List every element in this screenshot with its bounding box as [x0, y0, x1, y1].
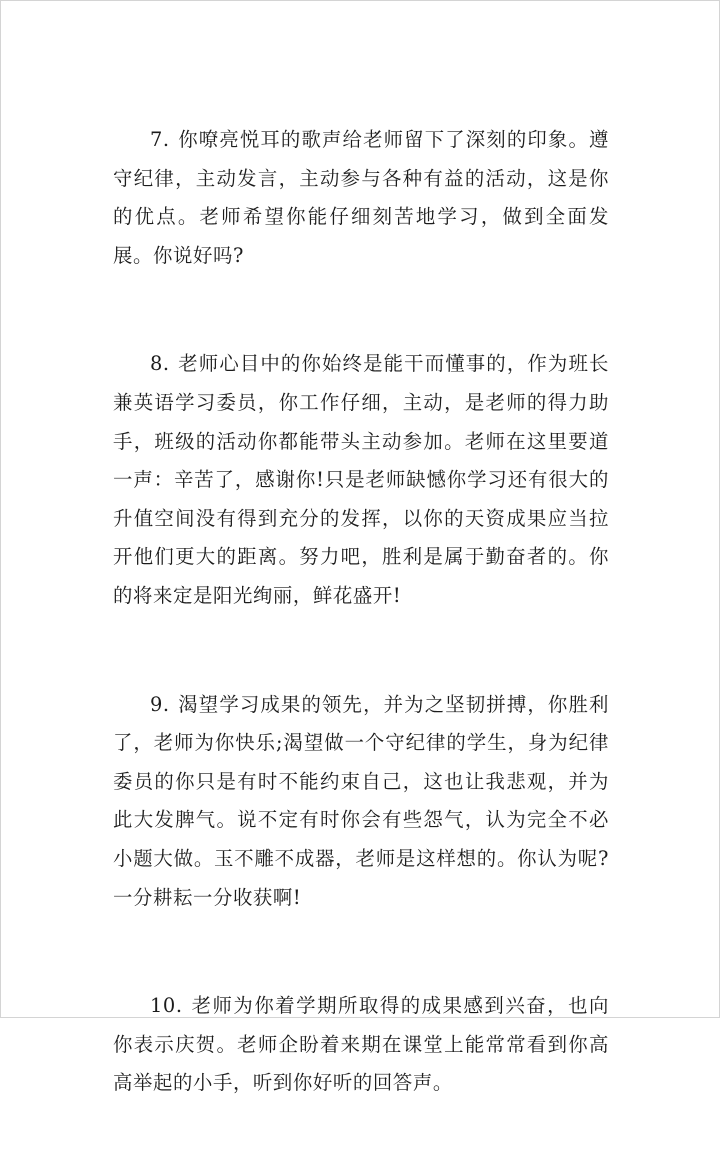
paragraph-text: 老师心目中的你始终是能干而懂事的，作为班长兼英语学习委员，你工作仔细，主动，是老师的得力助手，班级的活动你都能带头主动参加。老师在这里要道一声：辛苦了，感谢你!只是老师缺憾你学习还有很大的升值空间没有得到充分的发挥，以你的天资成果应当拉开他们更大的距离。努力吧，胜利是属于勤奋者的。你的将来定是阳光绚丽，鲜花盛开! [113, 352, 609, 607]
paragraph-number: 10. [150, 994, 183, 1018]
paragraph-text: 你嘹亮悦耳的歌声给老师留下了深刻的印象。遵守纪律，主动发言，主动参与各种有益的活动，这是你的优点。老师希望你能仔细刻苦地学习，做到全面发展。你说好吗? [113, 128, 609, 267]
paragraph-text: 老师为你着学期所取得的成果感到兴奋，也向你表示庆贺。老师企盼着来期在课堂上能常常看到你高高举起的小手，听到你好听的回答声。 [113, 994, 609, 1095]
comment-paragraph-7 [113, 121, 609, 275]
document-body [113, 121, 609, 1173]
paragraph-number: 8. [150, 352, 170, 376]
paragraph-number: 9. [150, 692, 170, 716]
paragraph-text: 渴望学习成果的领先，并为之坚韧拼搏，你胜利了，老师为你快乐;渴望做一个守纪律的学生，身为纪律委员的你只是有时不能约束自己，这也让我悲观，并为此大发脾气。说不定有时你会有些怨气，认为完全不必小题大做。玉不雕不成器，老师是这样想的。你认为呢?一分耕耘一分收获啊! [113, 692, 609, 909]
comment-paragraph-10 [113, 987, 609, 1103]
paragraph-number: 7. [150, 128, 170, 151]
comment-paragraph-8 [113, 345, 609, 615]
comment-paragraph-9 [113, 686, 609, 918]
